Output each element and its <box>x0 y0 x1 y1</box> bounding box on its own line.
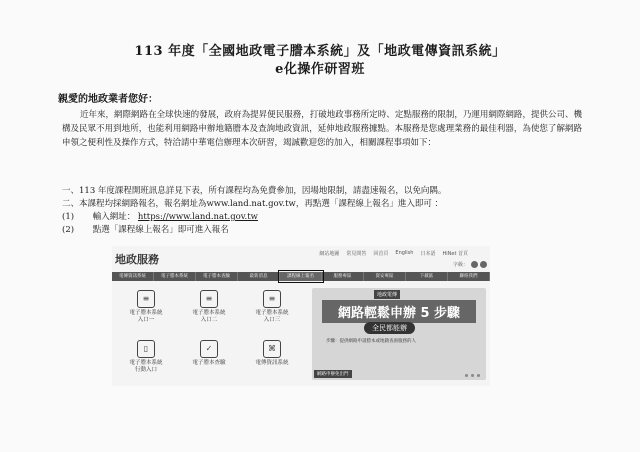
banner-description: 步驟：提供網路申請謄本或地籍查詢服務的人 <box>326 339 416 344</box>
nav-item[interactable]: 最新消息 <box>238 272 280 281</box>
service-tile-label: 電子謄本查驗 <box>192 360 226 366</box>
step-1 <box>62 210 258 224</box>
nav-item[interactable]: 資安專區 <box>364 272 406 281</box>
network-icon: ⌘ <box>263 340 281 358</box>
nav-item[interactable]: 電子謄本系統 <box>154 272 196 281</box>
mobile-icon: ▯ <box>137 340 155 358</box>
nav-item[interactable]: 電子謄本查驗 <box>196 272 238 281</box>
service-tile[interactable] <box>179 288 239 328</box>
facebook-icon[interactable] <box>480 261 487 268</box>
step-2-text: 點選「課程線上報名」即可進入報名 <box>92 225 229 235</box>
nav-item[interactable]: 聯絡我們 <box>448 272 490 281</box>
top-link[interactable]: English <box>395 250 414 256</box>
service-tile[interactable] <box>242 338 302 378</box>
main-nav <box>112 272 490 281</box>
service-tile[interactable] <box>179 338 239 378</box>
top-link[interactable]: HiNet 首頁 <box>442 251 468 257</box>
banner-subheadline: 全民都能辦 <box>364 322 415 334</box>
banner-headline: 網路輕鬆申辦 5 步驟 <box>322 300 476 323</box>
banner-tag: 地政電傳 <box>374 290 400 299</box>
nav-item-course-registration[interactable]: 課程線上報名 <box>280 272 322 281</box>
service-tile[interactable] <box>116 338 176 378</box>
check-icon: ✓ <box>200 340 218 358</box>
step-2 <box>62 223 229 237</box>
site-title: 地政服務 <box>115 253 159 266</box>
service-tile-label: 電子謄本系統 入口二 <box>192 310 226 323</box>
social-icons <box>471 261 487 268</box>
banner-footer: 網路申辦免出門 <box>314 370 352 378</box>
service-tile-label: 電子謄本系統 入口一 <box>129 310 163 323</box>
step-1-url-link[interactable]: https://www.land.nat.gov.tw <box>137 212 258 222</box>
carousel-dots[interactable] <box>465 374 480 377</box>
font-size-label: 字級： <box>452 262 468 268</box>
document-title: 113 年度「全國地政電子謄本系統」及「地政電傳資訊系統」 <box>134 44 506 59</box>
document-icon: ≡ <box>137 290 155 308</box>
step-1-text: 輸入網址： <box>92 212 136 222</box>
service-tile-label: 電傳資訊系統 <box>255 360 289 366</box>
service-tile[interactable] <box>242 288 302 328</box>
service-tiles <box>116 288 304 378</box>
nav-item[interactable]: 電傳資訊系統 <box>112 272 154 281</box>
top-link[interactable]: 常見問答 <box>346 251 367 257</box>
share-icon[interactable] <box>471 261 478 268</box>
greeting: 親愛的地政業者您好： <box>58 94 158 105</box>
body-paragraph: 近年來，網際網路在全球快速的發展，政府為提昇便民服務，打破地政事務所定時、定點服務的限制，乃運用網際網路，提供公司、機構及民眾不用到地所，也能利用網路申辦地籍謄本及查詢地政資訊，延伸地政服務據點。本服務是您處理業務的最佳利器，為使您了解網路申領之便利性及操作方式，特洽請中華電信辦理本次研習，竭誠歡迎您的加入，相關課程事項如下： <box>62 110 582 148</box>
nav-item[interactable]: 服務專區 <box>322 272 364 281</box>
service-tile[interactable] <box>116 288 176 328</box>
note-1: 一、113 年度課程開班訊息詳見下表，所有課程均為免費參加，因場地限制，請盡速報名，以免向隅。 <box>62 186 447 196</box>
top-links <box>319 250 468 257</box>
nav-item[interactable]: 下載區 <box>406 272 448 281</box>
service-tile-label: 電子謄本系統 入口三 <box>255 310 289 323</box>
note-2: 二、本課程均採網路報名，報名網址為www.land.nat.gov.tw，再點選「課程線上報名」進入即可 ： <box>62 199 444 209</box>
website-screenshot <box>112 246 490 386</box>
service-tile-label: 電子謄本系統 行動入口 <box>129 360 163 373</box>
promo-banner[interactable] <box>312 288 486 380</box>
top-link[interactable]: 日本語 <box>420 251 436 257</box>
top-link[interactable]: 回首頁 <box>373 251 389 257</box>
step-2-number: (2) <box>62 225 75 235</box>
top-link[interactable]: 網站地圖 <box>319 251 340 257</box>
document-icon: ≡ <box>263 290 281 308</box>
step-1-number: (1) <box>62 212 75 222</box>
document-icon: ≡ <box>200 290 218 308</box>
document-subtitle: e化操作研習班 <box>275 62 365 77</box>
